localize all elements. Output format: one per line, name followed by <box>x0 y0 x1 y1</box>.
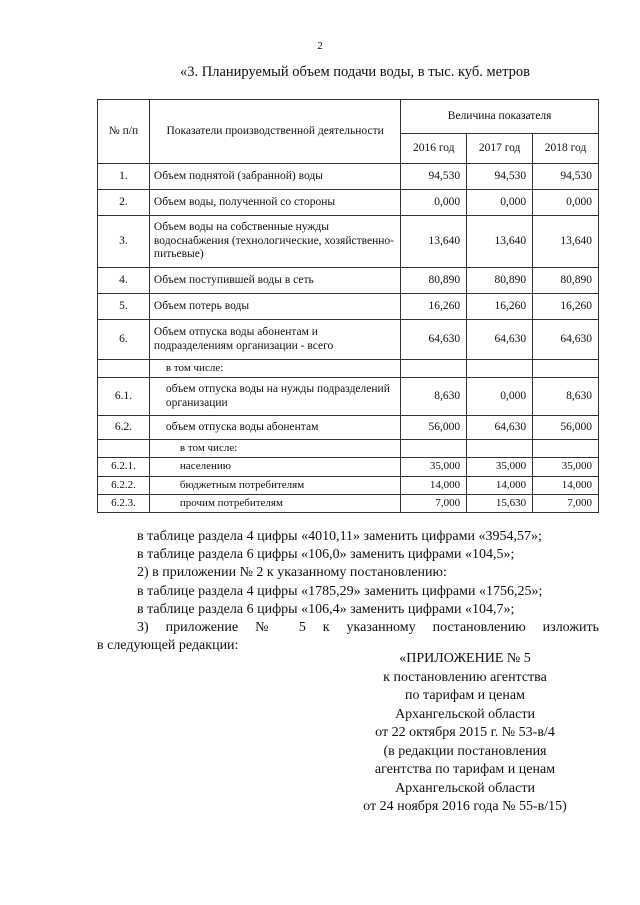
row-value-2018: 13,640 <box>533 216 599 268</box>
row-value-2018: 0,000 <box>533 190 599 216</box>
row-value-2018: 80,890 <box>533 268 599 294</box>
row-value-2017 <box>467 440 533 458</box>
paragraph: 3) приложение № 5 к указанному постановлению изложить <box>137 620 599 636</box>
table-row <box>98 320 599 360</box>
header-value-group: Величина показателя <box>401 100 599 134</box>
row-num <box>98 360 150 378</box>
header-year: 2016 год <box>401 134 467 164</box>
body-text <box>97 528 599 655</box>
header-indicators: Показатели производственной деятельности <box>149 100 400 164</box>
row-value-2018: 7,000 <box>533 494 599 512</box>
row-value-2016: 64,630 <box>401 320 467 360</box>
appendix-line: Архангельской области <box>395 780 535 796</box>
row-value-2017: 0,000 <box>467 378 533 416</box>
row-value-2017: 13,640 <box>467 216 533 268</box>
row-value-2018: 94,530 <box>533 164 599 190</box>
table-row <box>98 494 599 512</box>
row-value-2017: 80,890 <box>467 268 533 294</box>
appendix-line: Архангельской области <box>395 706 535 722</box>
paragraph: в таблице раздела 4 цифры «4010,11» заменить цифрами «3954,57»; <box>137 529 542 544</box>
page-number: 2 <box>317 40 323 52</box>
appendix-line: от 22 октября 2015 г. № 53-в/4 <box>375 725 555 740</box>
row-value-2016: 80,890 <box>401 268 467 294</box>
row-name: Объем воды на собственные нужды водоснабжения (технологические, хозяйственно-питьевые) <box>149 216 400 268</box>
row-name: в том числе: <box>149 360 400 378</box>
row-value-2017: 64,630 <box>467 320 533 360</box>
header-num: № п/п <box>98 100 150 164</box>
row-num <box>98 440 150 458</box>
row-name: в том числе: <box>149 440 400 458</box>
water-supply-table <box>97 99 599 513</box>
row-num: 6.2.1. <box>98 458 150 476</box>
row-num: 2. <box>98 190 150 216</box>
appendix-line: агентства по тарифам и ценам <box>374 762 556 777</box>
row-value-2017: 14,000 <box>467 476 533 494</box>
row-name: объем отпуска воды на нужды подразделений организации <box>149 378 400 416</box>
appendix-line: по тарифам и ценам <box>405 688 525 703</box>
row-name: Объем поступившей воды в сеть <box>149 268 400 294</box>
row-value-2018: 35,000 <box>533 458 599 476</box>
row-value-2016: 7,000 <box>401 494 467 512</box>
row-value-2017: 0,000 <box>467 190 533 216</box>
table-row <box>98 416 599 440</box>
row-value-2017: 16,260 <box>467 294 533 320</box>
appendix-line: от 24 ноября 2016 года № 55-в/15) <box>363 799 567 814</box>
row-num: 6.2.3. <box>98 494 150 512</box>
row-value-2016: 0,000 <box>401 190 467 216</box>
row-value-2018: 56,000 <box>533 416 599 440</box>
row-name: Объем поднятой (забранной) воды <box>149 164 400 190</box>
row-value-2016: 94,530 <box>401 164 467 190</box>
row-name: населению <box>149 458 400 476</box>
row-value-2016: 13,640 <box>401 216 467 268</box>
row-value-2018: 64,630 <box>533 320 599 360</box>
row-value-2016: 35,000 <box>401 458 467 476</box>
appendix-line: к постановлению агентства <box>383 669 547 685</box>
header-year: 2018 год <box>533 134 599 164</box>
row-value-2018: 8,630 <box>533 378 599 416</box>
row-value-2017: 15,630 <box>467 494 533 512</box>
table-row <box>98 360 599 378</box>
table-row <box>98 378 599 416</box>
row-value-2016 <box>401 440 467 458</box>
row-value-2017: 94,530 <box>467 164 533 190</box>
row-value-2017 <box>467 360 533 378</box>
table-row <box>98 458 599 476</box>
row-num: 3. <box>98 216 150 268</box>
row-num: 6.2.2. <box>98 476 150 494</box>
table-row <box>98 268 599 294</box>
appendix-line: «ПРИЛОЖЕНИЕ № 5 <box>399 651 531 666</box>
table-row <box>98 476 599 494</box>
row-name: Объем отпуска воды абонентам и подразделениям организации - всего <box>149 320 400 360</box>
row-name: объем отпуска воды абонентам <box>149 416 400 440</box>
row-num: 1. <box>98 164 150 190</box>
row-value-2018: 16,260 <box>533 294 599 320</box>
section-title: «3. Планируемый объем подачи воды, в тыс. куб. метров <box>180 64 530 80</box>
row-value-2016 <box>401 360 467 378</box>
row-num: 6.2. <box>98 416 150 440</box>
row-name: прочим потребителям <box>149 494 400 512</box>
paragraph: в таблице раздела 6 цифры «106,0» заменить цифрами «104,5»; <box>137 547 515 563</box>
row-name: Объем воды, полученной со стороны <box>149 190 400 216</box>
row-value-2016: 14,000 <box>401 476 467 494</box>
appendix-line: (в редакции постановления <box>383 743 547 759</box>
row-num: 5. <box>98 294 150 320</box>
row-value-2016: 56,000 <box>401 416 467 440</box>
row-value-2018: 14,000 <box>533 476 599 494</box>
row-value-2016: 8,630 <box>401 378 467 416</box>
row-name: бюджетным потребителям <box>149 476 400 494</box>
appendix-block <box>330 650 600 817</box>
row-value-2017: 35,000 <box>467 458 533 476</box>
row-num: 4. <box>98 268 150 294</box>
row-value-2017: 64,630 <box>467 416 533 440</box>
row-num: 6.1. <box>98 378 150 416</box>
paragraph: в следующей редакции: <box>97 638 239 654</box>
table-row <box>98 216 599 268</box>
header-year: 2017 год <box>467 134 533 164</box>
paragraph: 2) в приложении № 2 к указанному постановлению: <box>137 565 447 581</box>
row-num: 6. <box>98 320 150 360</box>
table-row <box>98 190 599 216</box>
row-value-2016: 16,260 <box>401 294 467 320</box>
row-value-2018 <box>533 440 599 458</box>
row-name: Объем потерь воды <box>149 294 400 320</box>
paragraph: в таблице раздела 4 цифры «1785,29» заменить цифрами «1756,25»; <box>137 583 543 599</box>
table-row <box>98 164 599 190</box>
table-row <box>98 294 599 320</box>
table-row <box>98 440 599 458</box>
paragraph: в таблице раздела 6 цифры «106,4» заменить цифрами «104,7»; <box>137 601 515 617</box>
row-value-2018 <box>533 360 599 378</box>
